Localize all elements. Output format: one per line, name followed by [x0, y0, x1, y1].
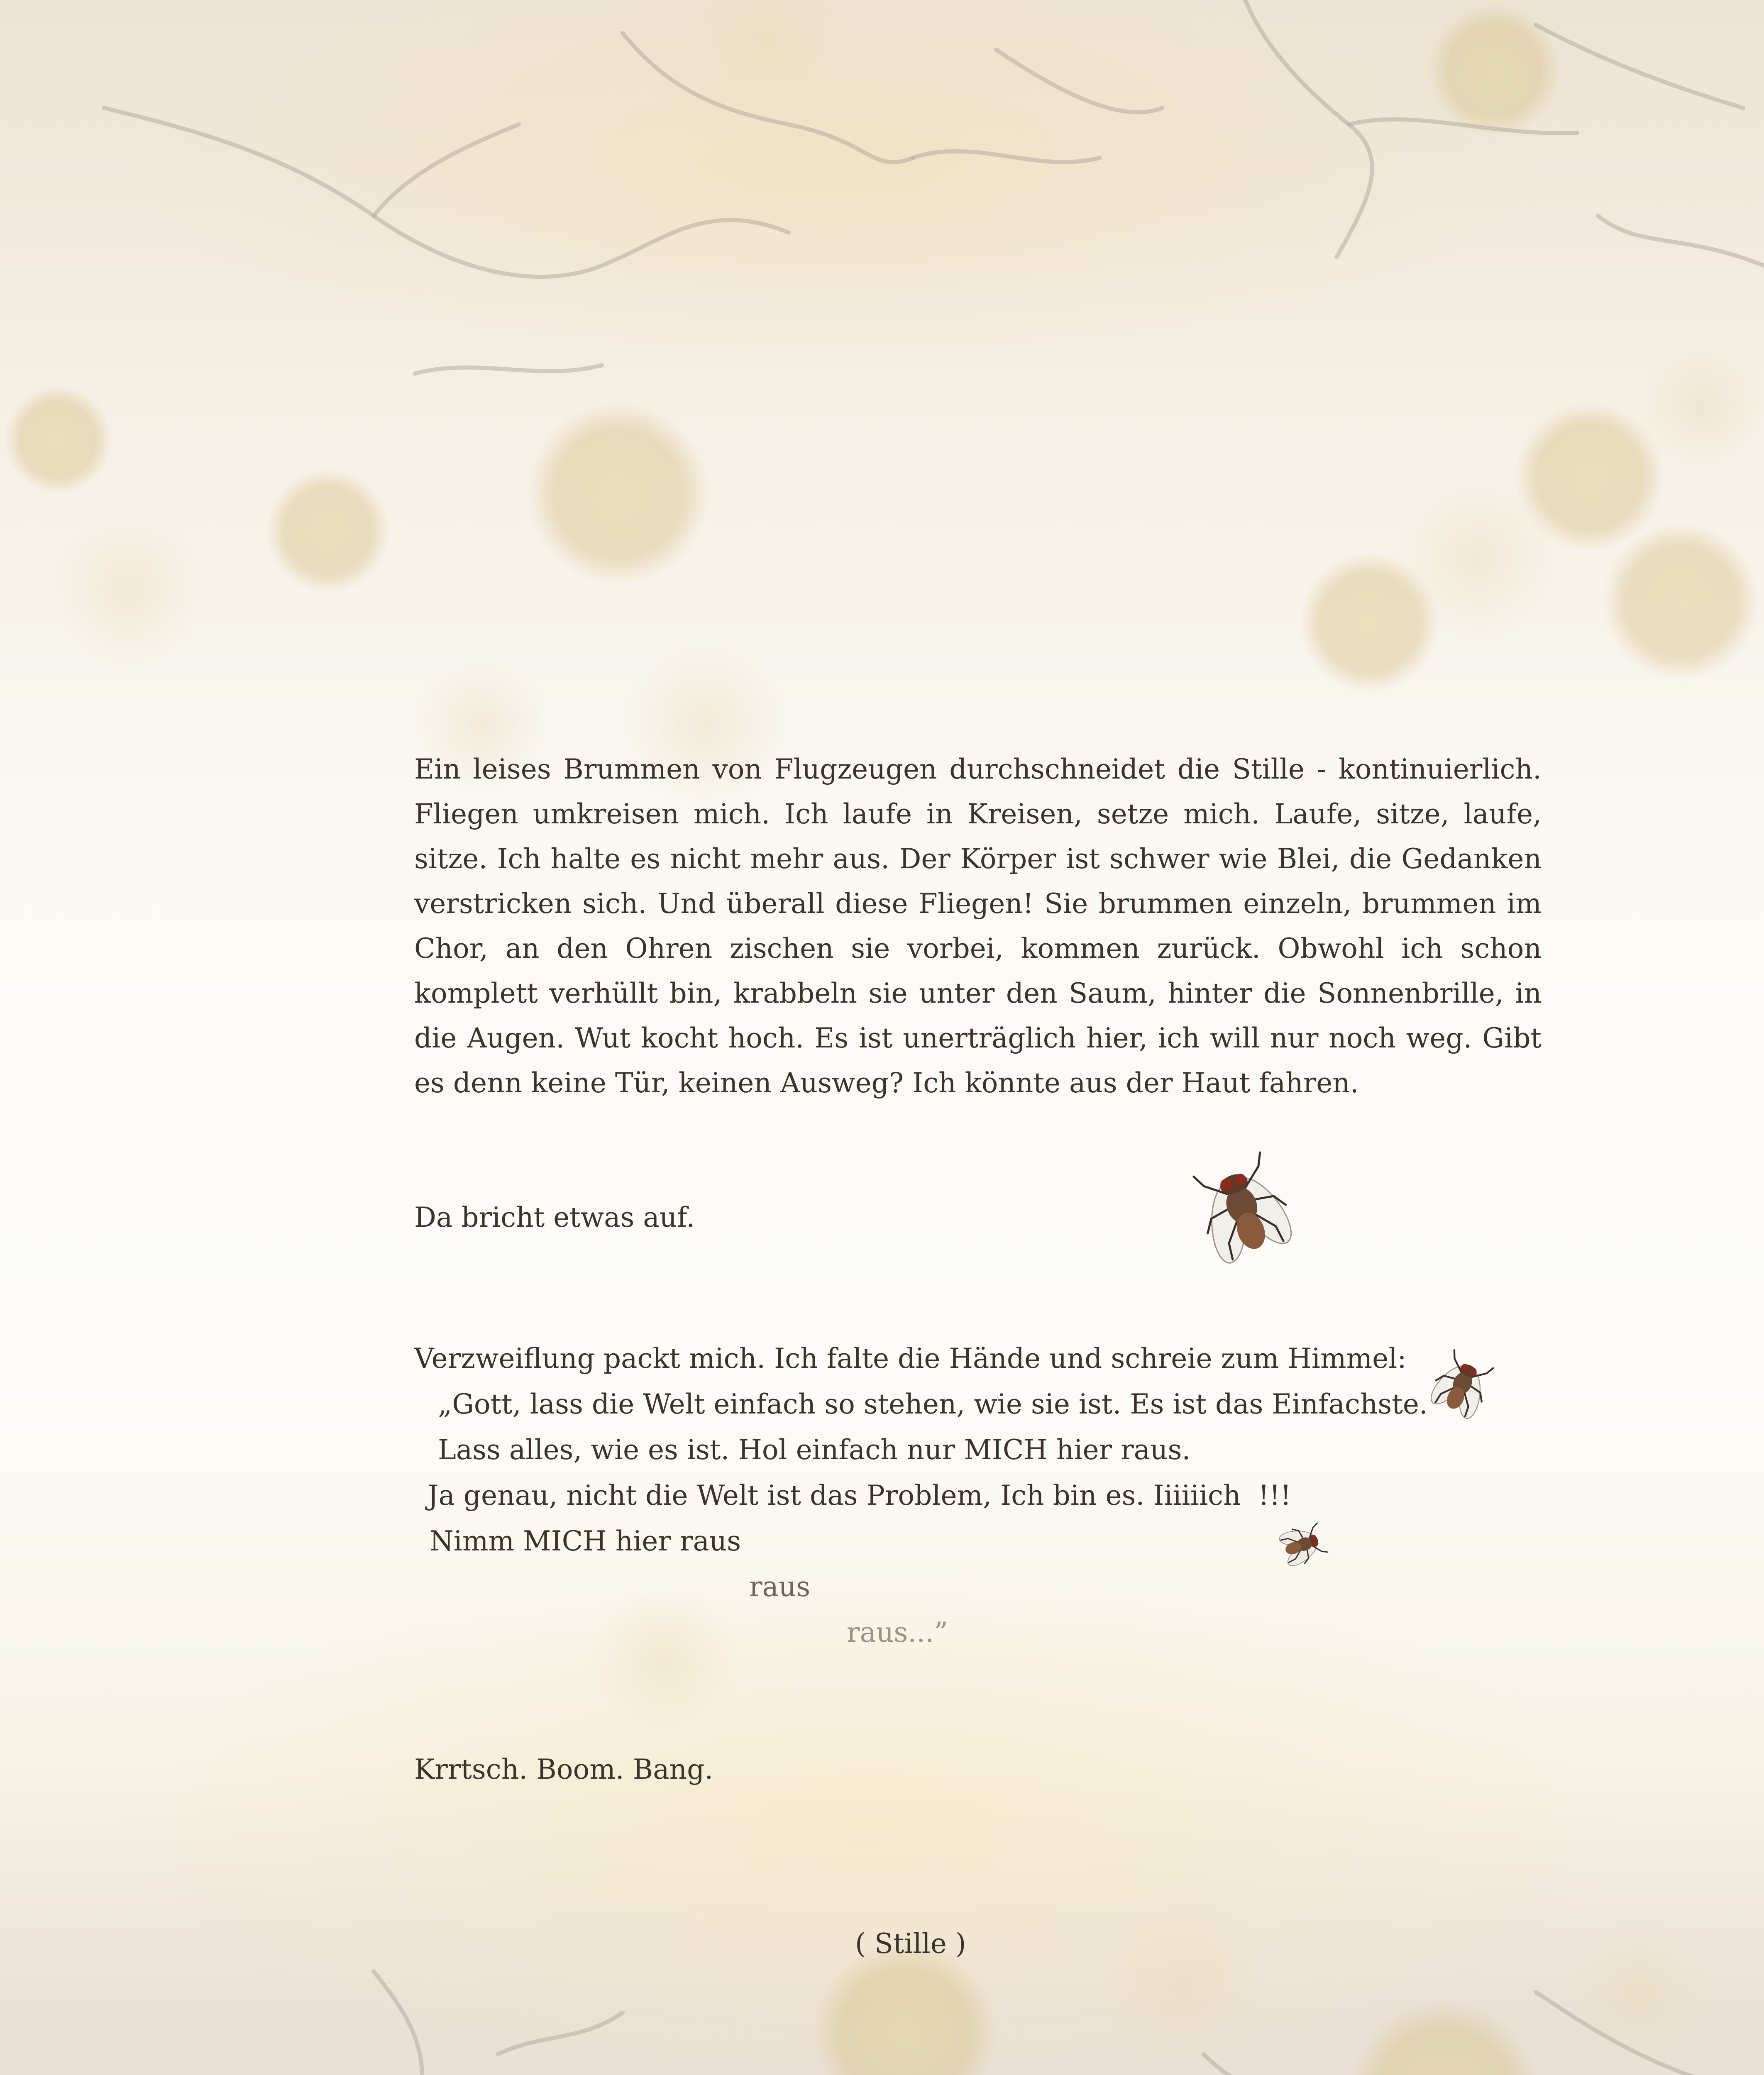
prayer-line-3: Ja genau, nicht die Welt ist das Problem, Ich bin es. Iiiiiich !!!	[428, 1479, 1291, 1511]
paragraph-flies: Ein leises Brummen von Flugzeugen durchschneidet die Stille - kontinuierlich. Fliegen umkreisen mich. Ich laufe in Kreisen, setze mich. Laufe, sitze, laufe, sitze. Ich halte es nicht mehr aus. Der Körper ist schwer wie Blei, die Gedanken verstricken sich. Und überall diese Fliegen! Sie brummen einzeln, brummen im Chor, an den Ohren zischen sie vorbei, kommen zurück. Obwohl ich schon komplett verhüllt bin, krabbeln sie unter den Saum, hinter die Sonnenbrille, in die Augen. Wut kocht hoch. Es ist unerträglich hier, ich will nur noch weg. Gibt es denn keine Tür, keinen Ausweg? Ich könnte aus der Haut fahren.	[414, 753, 1542, 1099]
fly-illustration	[1428, 1340, 1498, 1423]
line-krrtsch: Krrtsch. Boom. Bang.	[414, 1753, 713, 1785]
fly-illustration	[1270, 1515, 1341, 1573]
prayer-intro: Verzweiflung packt mich. Ich falte die Hände und schreie zum Himmel:	[414, 1343, 1407, 1374]
fly-illustration	[1183, 1137, 1299, 1270]
prayer-line-2: Lass alles, wie es ist. Hol einfach nur MICH hier raus.	[438, 1434, 1191, 1466]
prayer-line-5: raus	[749, 1571, 811, 1603]
prayer-line-6: raus...”	[847, 1616, 948, 1648]
line-stille: ( Stille )	[855, 1928, 966, 1960]
prayer-line-4: Nimm MICH hier raus	[430, 1525, 741, 1557]
prayer-line-1: „Gott, lass die Welt einfach so stehen, wie sie ist. Es ist das Einfachste.	[438, 1388, 1428, 1420]
line-da-bricht: Da bricht etwas auf.	[414, 1201, 695, 1233]
